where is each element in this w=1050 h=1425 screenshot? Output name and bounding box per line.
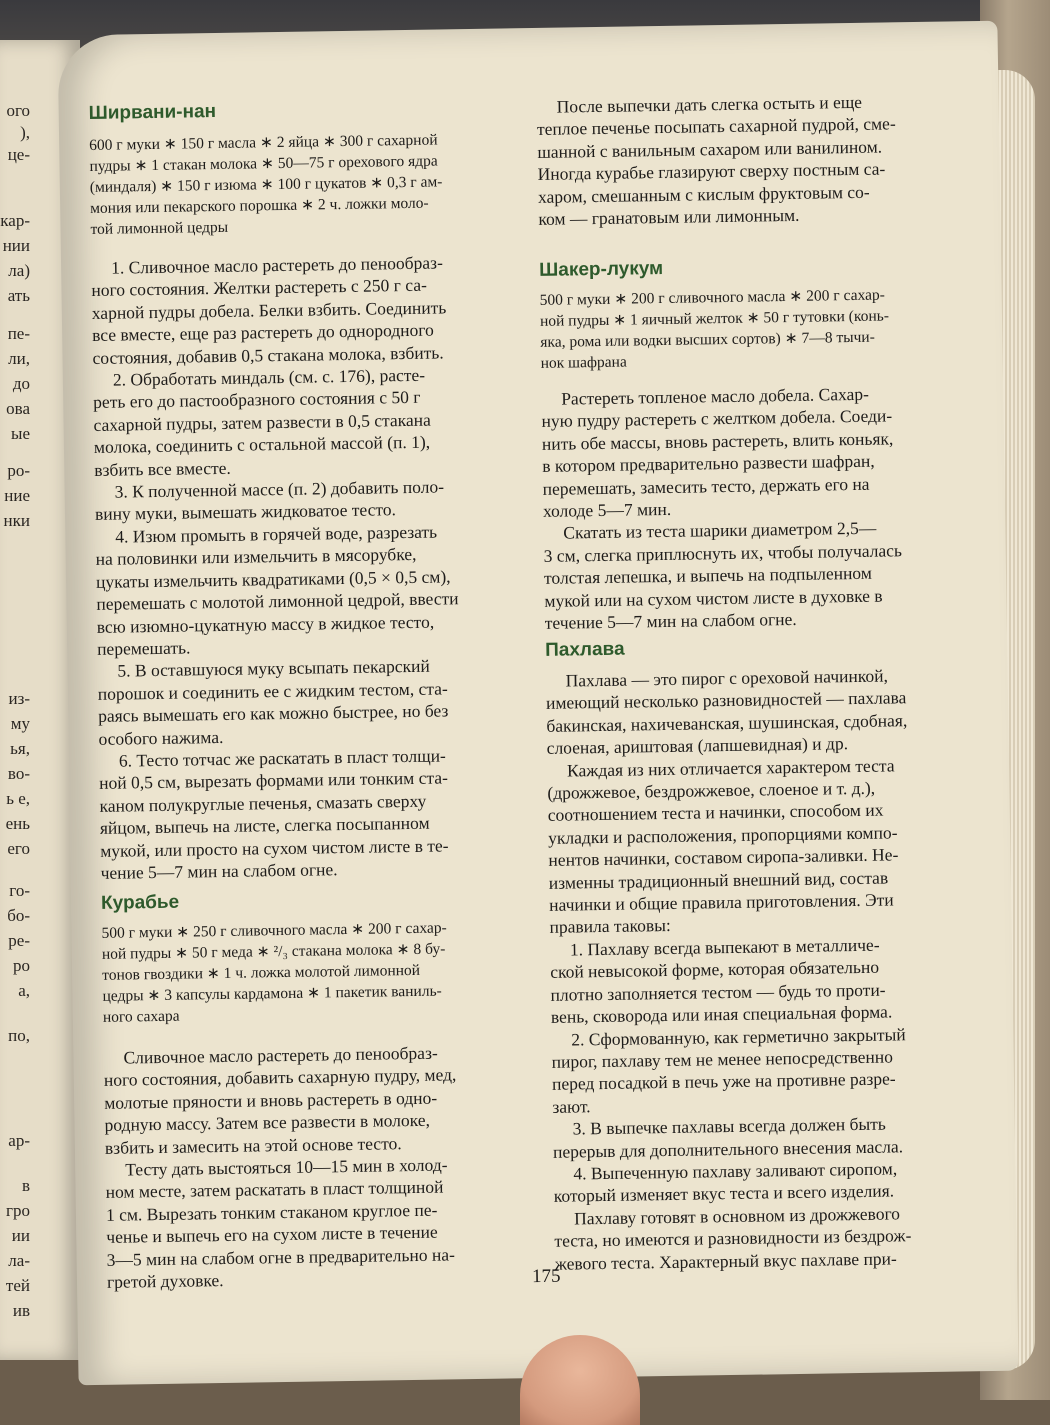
prev-frag: во- <box>7 764 30 783</box>
text-line: 3 см, слегка приплюснуть их, чтобы получалась <box>543 540 903 566</box>
ingredient-line: пудры ∗ 1 стакан молока ∗ 50—75 г орехового ядра <box>89 152 438 175</box>
prev-frag: нки <box>3 511 30 530</box>
prev-frag: кар- <box>0 211 30 230</box>
text-line: мукой, или просто на сухом чистом листе в те- <box>100 834 449 861</box>
text-line: 6. Тесто тотчас же раскатать в пласт толщи- <box>118 745 446 771</box>
prev-frag: по, <box>8 1026 30 1045</box>
text-line: Скатать из теста шарики диаметром 2,5— <box>563 518 877 544</box>
text-line: После выпечки дать слегка остыть и еще <box>556 91 863 117</box>
ingredient-line: 500 г муки ∗ 200 г сливочного масла ∗ 200 г сахар- <box>539 286 885 309</box>
ingredient-line: цедры ∗ 3 капсулы кардамона ∗ 1 пакетик ваниль- <box>102 982 442 1005</box>
prev-frag: бо- <box>7 906 30 925</box>
prev-frag: ар- <box>8 1131 30 1150</box>
prev-frag: ого <box>6 101 30 120</box>
ingredients-shaker <box>540 284 890 373</box>
text-line: ного состояния. Желтки растереть с 250 г са- <box>91 275 428 301</box>
text-line: гретой духовке. <box>106 1270 224 1292</box>
text-line: вину муки, вымешать жидковатое тесто. <box>94 499 397 525</box>
prev-frag: ова <box>6 399 30 418</box>
text-line: харом, смешанным с кислым фруктовым со- <box>537 181 870 207</box>
prev-frag: нии <box>2 236 30 255</box>
ingredient-line: нок шафрана <box>540 353 627 372</box>
prev-frag: го- <box>9 881 30 900</box>
ingredient-line: (миндаля) ∗ 150 г изюма ∗ 100 г цукатов ∗ 0,3 г ам- <box>89 173 443 196</box>
text-pakhlava <box>545 664 915 1275</box>
steps-shaker <box>541 382 903 634</box>
ingredient-line: тонов гвоздики ∗ 1 ч. ложка молотой лимонной <box>102 961 421 984</box>
text-line: реть его до пастообразного состояния с 50 г <box>93 387 421 413</box>
text-line: толстая лепешка, и выпечь на подпыленном <box>543 562 872 589</box>
text-line: шанной с ванильным сахаром или ванилином. <box>537 136 883 162</box>
prev-frag: в <box>21 1176 30 1195</box>
text-line: Пахлаву готовят в основном из дрожжевого <box>573 1203 901 1229</box>
steps-shirvani <box>91 251 463 884</box>
text-line: на половинки или измельчить в мясорубке, <box>95 544 417 570</box>
prev-frag: до <box>12 374 30 393</box>
text-line: особого нажима. <box>98 726 224 749</box>
text-line: все вместе, еще раз растереть до однородного <box>92 319 434 346</box>
text-line: правила таковы: <box>549 915 671 938</box>
text-line: 3—5 мин на слабом огне в предварительно на- <box>106 1244 456 1270</box>
prev-frag: гро <box>6 1201 30 1220</box>
recipe-title-shaker: Шакер-лукум <box>539 257 664 281</box>
text-line: который изменяет вкус теста и всего изделия. <box>553 1180 895 1207</box>
prev-frag: ро- <box>7 461 30 480</box>
kurabie-continued <box>536 90 897 230</box>
text-line: всю изюмно-цукатную массу в жидкое тесто, <box>96 611 435 637</box>
ingredient-line: мония или пекарского порошка ∗ 2 ч. ложки моло- <box>90 194 429 217</box>
text-line: чение 5—7 мин на слабом огне. <box>100 859 338 883</box>
prev-frag: ние <box>4 486 30 505</box>
prev-frag: ла- <box>8 1251 30 1270</box>
prev-frag: ре- <box>8 931 30 950</box>
text-line: 2. Сформованную, как герметично закрытый <box>571 1023 906 1050</box>
text-line: Сливочное масло растереть до пенообраз- <box>123 1042 438 1068</box>
text-line: 1 см. Вырезать тонким стаканом круглое пе- <box>105 1199 438 1225</box>
text-line: Иногда курабье глазируют сверху постным са- <box>537 158 886 185</box>
text-line: имеющий несколько разновидностей — пахлава <box>545 687 907 714</box>
recipe-title-pakhlava: Пахлава <box>545 638 625 661</box>
ingredients-shirvani <box>89 129 443 240</box>
text-line: 4. Изюм промыть в горячей воде, разрезать <box>115 521 438 547</box>
text-line: ченье и выпечь его на сухом листе в течение <box>106 1221 438 1248</box>
prev-frag: ив <box>12 1301 30 1320</box>
text-line: нентов начинки, составом сиропа-заливки. Не- <box>548 844 899 871</box>
text-line: Пахлава — это пирог с ореховой начинкой, <box>565 665 889 691</box>
text-line: слоеная, ариштовая (лапшевидная) и др. <box>546 733 849 759</box>
text-line: состояния, добавив 0,5 стакана молока, взбить. <box>92 342 444 368</box>
text-line: ном месте, затем раскатать в пласт толщиной <box>105 1176 444 1203</box>
page-number: 175 <box>531 1265 561 1288</box>
book-page <box>57 21 1018 1386</box>
text-line: жевого теста. Характерный вкус пахлаве при- <box>554 1247 897 1274</box>
text-line: взбить все вместе. <box>94 457 231 480</box>
text-line: (дрожжевое, бездрожжевое, слоеное и т. д.), <box>547 777 876 803</box>
text-line: яйцом, выпечь на листе, слегка посыпанном <box>99 812 430 839</box>
steps-kurabie <box>103 1041 459 1293</box>
text-line: бакинская, нахичеванская, шушинская, сдобная, <box>546 710 908 736</box>
ingredient-line: той лимонной цедры <box>90 218 229 238</box>
prev-frag: ли, <box>8 349 30 368</box>
prev-frag: ые <box>11 424 30 443</box>
text-line: укладки и расположения, пропорциями компо- <box>547 822 898 848</box>
ingredients-kurabie <box>101 917 448 1027</box>
prev-frag: ро <box>13 956 30 975</box>
text-line: пирог, пахлаву тем не менее непосредственно <box>551 1046 894 1072</box>
text-line: молотые пряности и вновь растереть в одно- <box>104 1087 438 1113</box>
text-line: зают. <box>552 1095 591 1117</box>
text-line: 1. Сливочное масло растереть до пенообраз- <box>110 252 443 278</box>
ingredient-line: яка, рома или водки высших сортов) ∗ 7—8 тычи- <box>540 328 875 351</box>
prev-frag: из- <box>8 689 30 708</box>
text-line: цукаты измельчить квадратиками (0,5 × 0,5 см), <box>95 566 451 592</box>
prev-frag: ии <box>11 1226 30 1245</box>
prev-frag: а, <box>18 981 30 1000</box>
text-line: 2. Обработать миндаль (см. с. 176), расте- <box>112 364 426 390</box>
text-line: ской невысокой форме, которая обязательно <box>550 956 880 983</box>
text-line: каном полукруглые печенья, смазать сверху <box>99 790 427 816</box>
recipe-title-shirvani: Ширвани-нан <box>88 100 217 124</box>
text-line: сахарной пудры, затем развести в 0,5 стакана <box>93 409 431 435</box>
prev-frag: му <box>10 714 30 733</box>
prev-frag: ь е, <box>6 789 30 808</box>
text-line: ного состояния, добавить сахарную пудру, мед, <box>103 1064 457 1091</box>
text-line: соотношением теста и начинки, способом их <box>547 800 884 826</box>
prev-frag: ла) <box>8 261 30 280</box>
text-line: молока, соединить с остальной массой (п. 1), <box>93 431 431 458</box>
text-line: перемешать с молотой лимонной цедрой, ввести <box>96 588 459 615</box>
text-line: 1. Пахлаву всегда выпекают в металличе- <box>569 934 880 960</box>
text-line: в котором предварительно развести шафран, <box>542 450 875 477</box>
text-line: харной пудры добела. Белки взбить. Соединить <box>91 297 447 323</box>
text-line: Каждая из них отличается характером теста <box>566 755 895 781</box>
prev-frag: тей <box>5 1276 30 1295</box>
text-line: перед посадкой в печь уже на противне разре- <box>551 1068 896 1095</box>
ingredient-line: ной пудры ∗ 50 г меда ∗ ²/₃ стакана молока ∗ 8 бу- <box>101 940 446 963</box>
ingredient-line: 600 г муки ∗ 150 г масла ∗ 2 яйца ∗ 300 г сахарной <box>89 131 438 154</box>
text-line: 5. В оставшуюся муку всыпать пекарский <box>117 656 430 681</box>
text-line: ную пудру растереть с желтком добела. Соеди- <box>541 405 893 432</box>
prev-frag: ья, <box>10 739 30 758</box>
text-line: 4. Выпеченную пахлаву заливают сиропом, <box>573 1158 898 1184</box>
text-line: порошок и соединить ее с жидким тестом, ста- <box>97 678 448 704</box>
text-line: теста, но имеются и разновидности из бездрож- <box>554 1225 912 1251</box>
text-line: нить обе массы, вновь растереть, влить коньяк, <box>541 428 894 454</box>
prev-frag: его <box>7 839 30 858</box>
prev-frag: ать <box>7 286 30 305</box>
text-line: начинки и общие правила приготовления. Эти <box>549 889 894 915</box>
ingredient-line: ной пудры ∗ 1 яичный желток ∗ 50 г тутовки (конь- <box>539 307 890 330</box>
text-line: мукой или на сухом чистом листе в духовке в <box>544 585 883 611</box>
text-line: родную массу. Затем все развести в молоке, <box>104 1109 431 1136</box>
prev-frag: ень <box>5 814 30 833</box>
prev-frag: це- <box>7 145 30 164</box>
text-line: изменны традиционный внешний вид, состав <box>548 867 889 893</box>
recipe-title-kurabie: Курабье <box>100 891 180 914</box>
text-line: ной 0,5 см, вырезать формами или тонким ста- <box>99 767 449 794</box>
text-line: раясь вымешать его как можно быстрее, но без <box>97 700 449 727</box>
text-line: ком — гранатовым или лимонным. <box>538 204 800 229</box>
ingredient-line: ного сахара <box>102 1007 180 1026</box>
text-line: Растереть топленое масло добела. Сахар- <box>561 383 870 409</box>
text-line: течение 5—7 мин на слабом огне. <box>544 608 797 633</box>
text-line: холоде 5—7 мин. <box>542 498 672 521</box>
text-line: вень, сковорода или иная специальная форма. <box>550 1001 893 1027</box>
text-line: плотно заполняется тестом — будь то проти- <box>550 979 886 1005</box>
text-line: перерыв для дополнительного внесения масла. <box>552 1135 904 1162</box>
text-line: 3. К полученной массе (п. 2) добавить поло- <box>114 476 445 502</box>
prev-frag: пе- <box>7 324 30 343</box>
text-line: перемешать. <box>96 637 191 659</box>
text-line: 3. В выпечке пахлавы всегда должен быть <box>572 1113 886 1139</box>
text-line: теплое печенье посыпать сахарной пудрой, сме- <box>536 113 896 140</box>
prev-frag: ), <box>20 123 30 142</box>
text-line: Тесту дать выстояться 10—15 мин в холод- <box>125 1154 448 1180</box>
text-line: перемешать, замесить тесто, держать его на <box>542 473 870 499</box>
text-line: взбить и замесить на этой основе тесто. <box>104 1132 402 1158</box>
ingredient-line: 500 г муки ∗ 250 г сливочного масла ∗ 200 г сахар- <box>101 919 447 942</box>
